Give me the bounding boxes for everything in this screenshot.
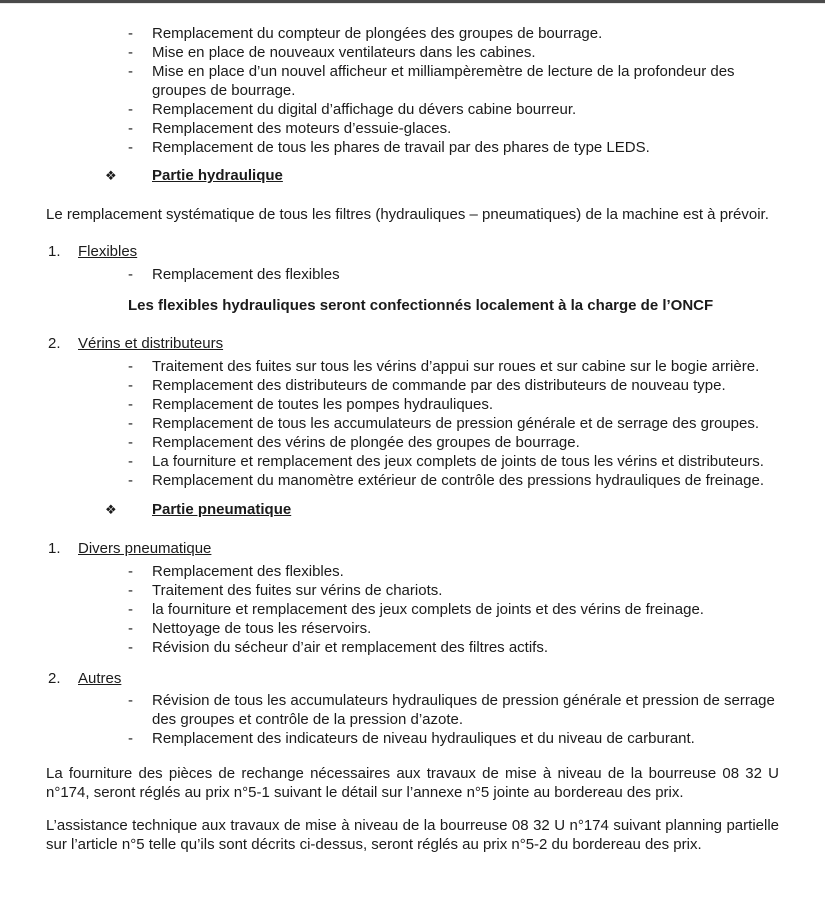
bullet-text: Traitement des fuites sur vérins de chariots.: [152, 582, 443, 599]
list-item: [128, 376, 779, 395]
list-item: [128, 62, 779, 100]
document-content: [0, 4, 825, 854]
list-item: [128, 600, 779, 619]
dash-marker: -: [128, 139, 133, 156]
dash-marker: -: [128, 396, 133, 413]
list-item: [128, 471, 779, 490]
dash-marker: -: [128, 472, 133, 489]
dash-marker: -: [128, 266, 133, 283]
flexibles-bullet-list: [46, 265, 779, 284]
dash-marker: -: [128, 44, 133, 61]
bullet-text: Remplacement du manomètre extérieur de contrôle des pressions hydrauliques de freinage.: [152, 472, 765, 489]
bullet-text: Remplacement du compteur de plongées des groupes de bourrage.: [152, 25, 603, 42]
item-title: Flexibles: [78, 243, 138, 260]
numbered-item-autres: [46, 669, 779, 688]
list-item: [128, 619, 779, 638]
dash-marker: -: [128, 101, 133, 118]
closing-paragraph-assistance: L’assistance technique aux travaux de mise à niveau de la bourreuse 08 32 U n°174 suivant planning partielle sur l’article n°5 telle qu’ils sont décrits ci-dessus, seront réglés au prix n°5-2 du bordereau des prix.: [46, 817, 779, 853]
bullet-text: la fourniture et remplacement des jeux complets de joints et des vérins de freinage.: [152, 601, 704, 618]
numbered-item-divers: [46, 539, 779, 558]
hydraulic-intro-paragraph: Le remplacement systématique de tous les filtres (hydrauliques – pneumatiques) de la machine est à prévoir.: [46, 206, 769, 223]
bullet-text: Remplacement des flexibles: [152, 266, 340, 283]
dash-marker: -: [128, 692, 133, 709]
divers-bullet-list: [46, 562, 779, 657]
list-item: [128, 638, 779, 657]
dash-marker: -: [128, 601, 133, 618]
bullet-text: Remplacement des moteurs d’essuie-glaces.: [152, 120, 452, 137]
verins-bullet-list: [46, 357, 779, 490]
item-title: Vérins et distributeurs: [78, 335, 224, 352]
diamond-bullet-icon: ❖: [105, 169, 117, 184]
bullet-text: Remplacement de tous les accumulateurs de pression générale et de serrage des groupes.: [152, 415, 760, 432]
list-item: [128, 452, 779, 471]
bullet-text: Nettoyage de tous les réservoirs.: [152, 620, 372, 637]
item-number: 1.: [48, 540, 61, 557]
list-item: [128, 24, 779, 43]
list-item: [128, 581, 779, 600]
bullet-text: Remplacement des distributeurs de commande par des distributeurs de nouveau type.: [152, 377, 726, 394]
item-title: Divers pneumatique: [78, 540, 212, 557]
bullet-text: Remplacement des indicateurs de niveau hydrauliques et du niveau de carburant.: [152, 730, 695, 747]
numbered-item-verins: [46, 334, 779, 353]
dash-marker: -: [128, 63, 133, 80]
dash-marker: -: [128, 453, 133, 470]
list-item: [128, 729, 779, 748]
dash-marker: -: [128, 563, 133, 580]
list-item: [128, 414, 779, 433]
section-heading-pneumatique: [46, 500, 779, 520]
bullet-text: Remplacement de toutes les pompes hydrauliques.: [152, 396, 494, 413]
bullet-text: Révision du sécheur d’air et remplacement des filtres actifs.: [152, 639, 549, 656]
numbered-item-flexibles: [46, 242, 779, 261]
bullet-text: Révision de tous les accumulateurs hydrauliques de pression générale et pression de serrage des groupes et contrôle de la pression d’azote.: [152, 692, 775, 728]
heading-text: Partie pneumatique: [152, 501, 292, 518]
dash-marker: -: [128, 582, 133, 599]
list-item: [128, 265, 779, 284]
list-item: [128, 562, 779, 581]
dash-marker: -: [128, 434, 133, 451]
bullet-text: La fourniture et remplacement des jeux complets de joints de tous les vérins et distributeurs.: [152, 453, 764, 470]
item-number: 2.: [48, 670, 61, 687]
list-item: [128, 433, 779, 452]
dash-marker: -: [128, 639, 133, 656]
heading-text: Partie hydraulique: [152, 167, 283, 184]
list-item: [128, 100, 779, 119]
dash-marker: -: [128, 620, 133, 637]
item-number: 1.: [48, 243, 61, 260]
bullet-text: Remplacement du digital d’affichage du dévers cabine bourreur.: [152, 101, 577, 118]
item-title: Autres: [78, 670, 122, 687]
item-number: 2.: [48, 335, 61, 352]
bullet-text: Remplacement de tous les phares de travail par des phares de type LEDS.: [152, 139, 650, 156]
list-item: [128, 138, 779, 157]
intro-bullet-list: [46, 24, 779, 157]
section-heading-hydraulique: [46, 166, 779, 186]
dash-marker: -: [128, 358, 133, 375]
bullet-text: Remplacement des vérins de plongée des groupes de bourrage.: [152, 434, 580, 451]
autres-bullet-list: [46, 691, 779, 748]
list-item: [128, 395, 779, 414]
dash-marker: -: [128, 730, 133, 747]
list-item: [128, 691, 779, 729]
dash-marker: -: [128, 377, 133, 394]
dash-marker: -: [128, 120, 133, 137]
bullet-text: Traitement des fuites sur tous les vérins d’appui sur roues et sur cabine sur le bogie arrière.: [152, 358, 760, 375]
bold-note-flexibles: Les flexibles hydrauliques seront confectionnés localement à la charge de l’ONCF: [128, 297, 714, 314]
list-item: [128, 357, 779, 376]
closing-paragraph-pieces: La fourniture des pièces de rechange nécessaires aux travaux de mise à niveau de la bourreuse 08 32 U n°174, seront réglés au prix n°5-1 suivant le détail sur l’annexe n°5 jointe au bordereau des prix.: [46, 765, 779, 801]
list-item: [128, 119, 779, 138]
bullet-text: Mise en place de nouveaux ventilateurs dans les cabines.: [152, 44, 536, 61]
bullet-text: Remplacement des flexibles.: [152, 563, 344, 580]
list-item: [128, 43, 779, 62]
dash-marker: -: [128, 25, 133, 42]
dash-marker: -: [128, 415, 133, 432]
diamond-bullet-icon: ❖: [105, 503, 117, 518]
bullet-text: Mise en place d’un nouvel afficheur et milliampèremètre de lecture de la profondeur des groupes de bourrage.: [152, 63, 735, 99]
